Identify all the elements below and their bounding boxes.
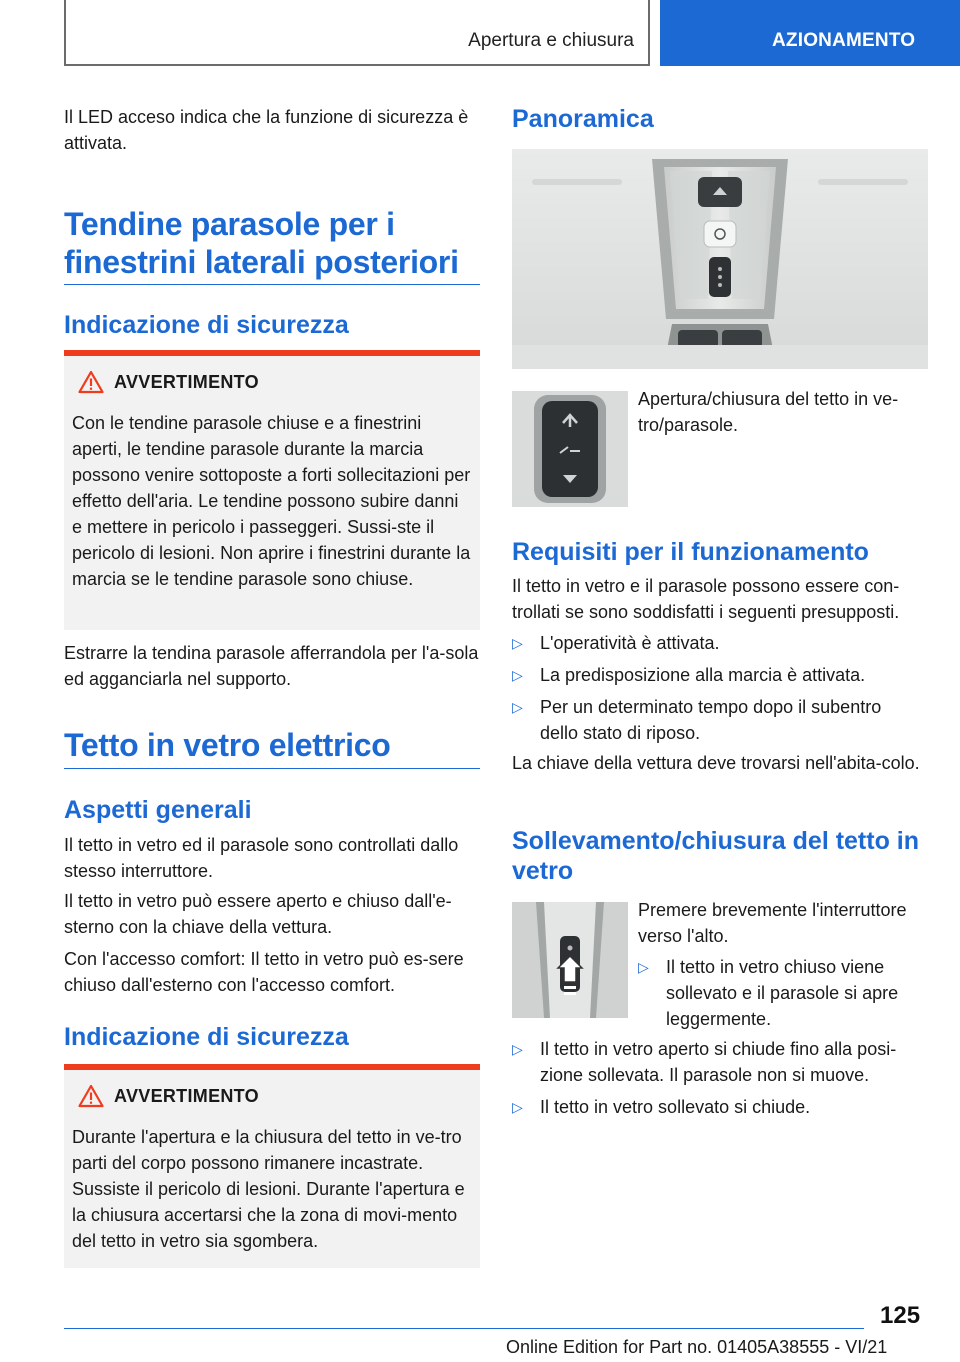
warning-box-2 (64, 1064, 480, 1268)
warning-title-2: AVVERTIMENTO (114, 1086, 259, 1106)
warning-box-1 (64, 350, 480, 630)
heading-tendine-parasole: Tendine parasole per i finestrini laterali posteriori (64, 206, 459, 280)
heading-indicazione-sicurezza-1: Indicazione di sicurezza (64, 311, 349, 339)
image-caption: Apertura/chiusura del tetto in ve-tro/parasole. (638, 389, 899, 435)
page-number: 125 (880, 1302, 921, 1329)
header-chapter-label: AZIONAMENTO (772, 30, 916, 51)
warning-triangle-icon (78, 370, 104, 394)
heading-rule (64, 768, 480, 769)
switch-press-image (512, 902, 628, 1018)
bullet-arrow-icon: ▷ (512, 635, 523, 651)
footer-edition: Online Edition for Part no. 01405A38555 - VI/21 (506, 1337, 888, 1357)
paragraph-chiave: La chiave della vettura deve trovarsi nell'abita-colo. (512, 753, 920, 773)
bullet-arrow-icon: ▷ (512, 667, 523, 683)
heading-indicazione-sicurezza-2: Indicazione di sicurezza (64, 1023, 349, 1051)
list-item: ▷ Il tetto in vetro aperto si chiude fino alla posi-zione sollevata. Il parasole non si muove. (512, 1036, 928, 1088)
paragraph-generali-1: Il tetto in vetro ed il parasole sono controllati dallo stesso interruttore. (64, 835, 459, 881)
header-section-title: Apertura e chiusura (468, 30, 634, 51)
list-item: ▷ Per un determinato tempo dopo il subentro dello stato di riposo. (512, 694, 928, 746)
heading-aspetti-generali: Aspetti generali (64, 796, 252, 824)
warning-title-1: AVVERTIMENTO (114, 372, 259, 392)
warning-text-2: Durante l'apertura e la chiusura del tetto in ve-tro parti del corpo possono rimanere incastrate. Sussiste il pericolo di lesioni. Durante l'apertura e la chiusura accertarsi che la zona di movi-mento del tetto in vetro sia sgombera. (72, 1127, 465, 1251)
header-chapter-tab[interactable] (660, 0, 960, 66)
header-section-box (64, 0, 650, 66)
bullet-arrow-icon: ▷ (512, 1041, 523, 1057)
warning-triangle-icon (78, 1084, 104, 1108)
bullet-arrow-icon: ▷ (512, 1099, 523, 1115)
heading-requisiti: Requisiti per il funzionamento (512, 538, 869, 566)
heading-tetto-vetro: Tetto in vetro elettrico (64, 727, 391, 763)
heading-panoramica: Panoramica (512, 105, 654, 133)
paragraph-generali-3: Con l'accesso comfort: Il tetto in vetro può es-sere chiuso dall'esterno con l'accesso comfort. (64, 949, 464, 995)
paragraph-generali-2: Il tetto in vetro può essere aperto e chiuso dall'e-sterno con la chiave della vettura. (64, 891, 452, 937)
paragraph-estrarre: Estrarre la tendina parasole afferrandola per l'a-sola ed agganciarla nel supporto. (64, 643, 479, 689)
bullet-arrow-icon: ▷ (512, 699, 523, 715)
heading-sollevamento: Sollevamento/chiusura del tetto in vetro (512, 827, 920, 885)
list-item: ▷ Il tetto in vetro chiuso viene sollevato e il parasole si apre leggermente. (638, 954, 928, 1032)
paragraph-premere: Premere brevemente l'interruttore verso l'alto. (638, 900, 907, 946)
bullet-arrow-icon: ▷ (638, 959, 649, 975)
warning-text-1: Con le tendine parasole chiuse e a finestrini aperti, le tendine parasole durante la marcia possono venire sottoposte a forti sollecitazioni per effetto dell'aria. Le tendine possono subire danni e mettere in pericolo i passeggeri. Sussi-ste il pericolo di lesioni. Non aprire i finestrini durante la marcia se le tendine parasole sono chiuse. (72, 413, 471, 589)
intro-paragraph: Il LED acceso indica che la funzione di sicurezza è attivata. (64, 107, 469, 153)
heading-rule (64, 284, 480, 285)
paragraph-requisiti: Il tetto in vetro e il parasole possono essere con-trollati se sono soddisfatti i seguenti presupposti. (512, 576, 900, 622)
footer-rule (64, 1328, 864, 1329)
switch-closeup-image (512, 391, 628, 507)
roof-console-image (512, 149, 928, 369)
